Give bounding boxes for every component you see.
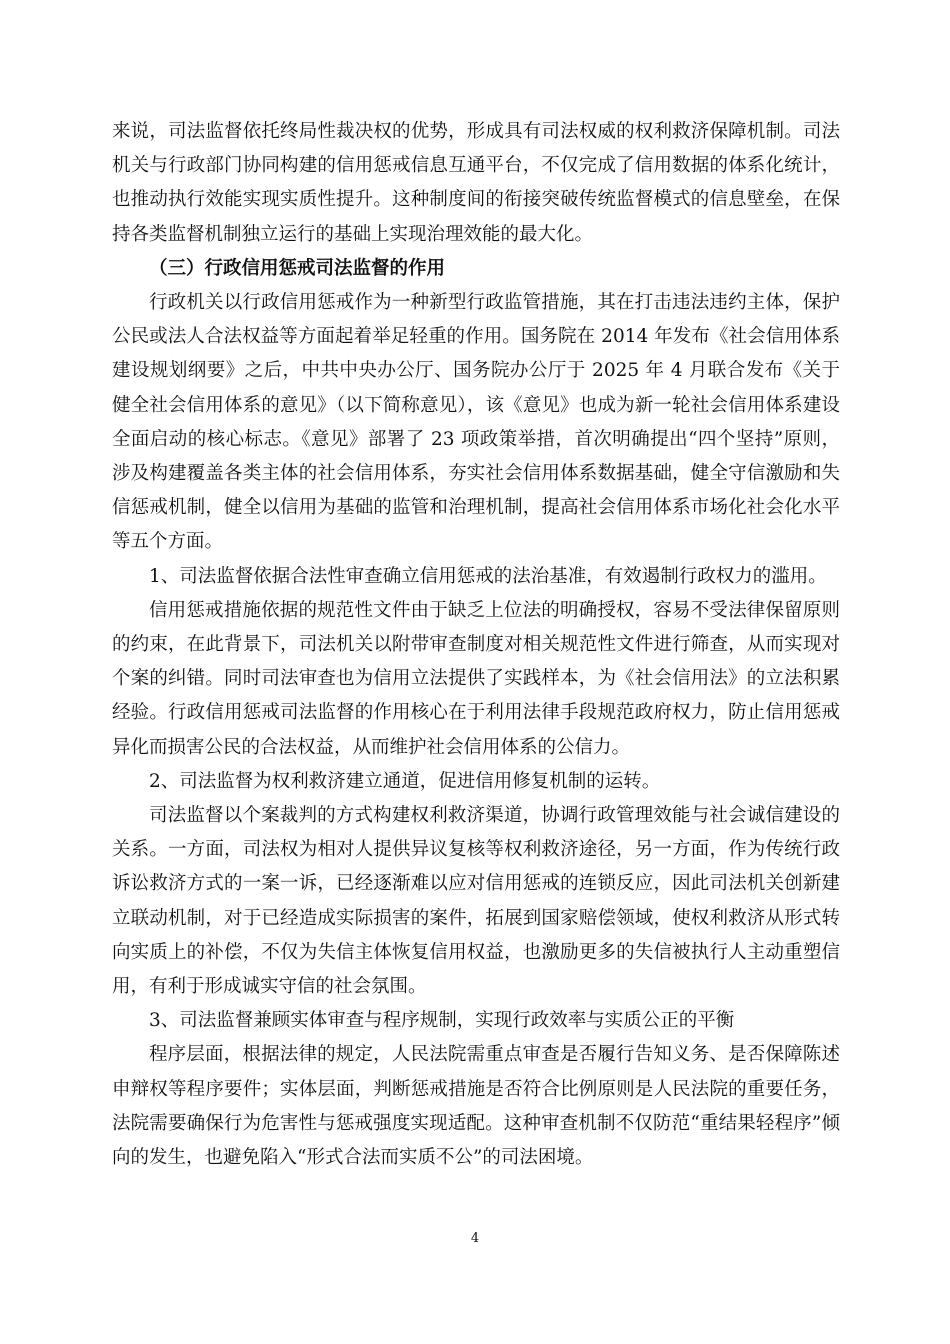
page-number: 4 — [470, 1231, 480, 1246]
point-1-title: 1、司法监督依据合法性审查确立信用惩戒的法治基准，有效遏制行政权力的滥用。 — [149, 565, 827, 587]
continuation-paragraph: 来说，司法监督依托终局性裁决权的优势，形成具有司法权威的权利救济保障机制。司法机关与行政部门协同构建的信用惩戒信息互通平台，不仅完成了信用数据的体系化统计，也推动执行效能实现实质性提升。这种制度间的衔接突破传统监督模式的信息壁垒，在保持各类监督机制独立运行的基础上实现治理效能的最大化。 — [112, 121, 840, 245]
section-intro-paragraph: 行政机关以行政信用惩戒作为一种新型行政监管措施，其在打击违法违约主体，保护公民或法人合法权益等方面起着举足轻重的作用。国务院在 2014 年发布《社会信用体系建设规划纲要》之后，中共中央办公厅、国务院办公厅于 2025 年 4 月联合发布《关于健全社会信用体系的意见》（以下简称意见），该《意见》也成为新一轮社会信用体系建设全面启动的核心标志。《意见》部署了 23 项政策举措，首次明确提出“四个坚持”原则，涉及构建覆盖各类主体的社会信用体系，夯实社会信用体系数据基础，健全守信激励和失信惩戒机制，健全以信用为基础的监管和治理机制，提高社会信用体系市场化社会化水平等五个方面。 — [112, 292, 840, 553]
point-1-body: 信用惩戒措施依据的规范性文件由于缺乏上位法的明确授权，容易不受法律保留原则的约束，在此背景下，司法机关以附带审查制度对相关规范性文件进行筛查，从而实现对个案的纠错。同时司法审查也为信用立法提供了实践样本，为《社会信用法》的立法积累经验。行政信用惩戒司法监督的作用核心在于利用法律手段规范政府权力，防止信用惩戒异化而损害公民的合法权益，从而维护社会信用体系的公信力。 — [112, 599, 840, 758]
document-body — [112, 115, 840, 1175]
point-3-body: 程序层面，根据法律的规定，人民法院需重点审查是否履行告知义务、是否保障陈述申辩权等程序要件；实体层面，判断惩戒措施是否符合比例原则是人民法院的重要任务，法院需要确保行为危害性与惩戒强度实现适配。这种审查机制不仅防范“重结果轻程序”倾向的发生，也避免陷入“形式合法而实质不公”的司法困境。 — [112, 1044, 840, 1169]
point-2-title: 2、司法监督为权利救济建立通道，促进信用修复机制的运转。 — [149, 770, 661, 792]
point-2-body: 司法监督以个案裁判的方式构建权利救济渠道，协调行政管理效能与社会诚信建设的关系。一方面，司法权为相对人提供异议复核等权利救济途径，另一方面，作为传统行政诉讼救济方式的一案一诉，已经逐渐难以应对信用惩戒的连锁反应，因此司法机关创新建立联动机制，对于已经造成实际损害的案件，拓展到国家赔偿领域，使权利救济从形式转向实质上的补偿，不仅为失信主体恢复信用权益，也激励更多的失信被执行人主动重塑信用，有利于形成诚实守信的社会氛围。 — [112, 805, 840, 998]
point-3-title: 3、司法监督兼顾实体审查与程序规制，实现行政效率与实质公正的平衡 — [149, 1010, 735, 1032]
section-heading: （三）行政信用惩戒司法监督的作用 — [149, 257, 446, 279]
